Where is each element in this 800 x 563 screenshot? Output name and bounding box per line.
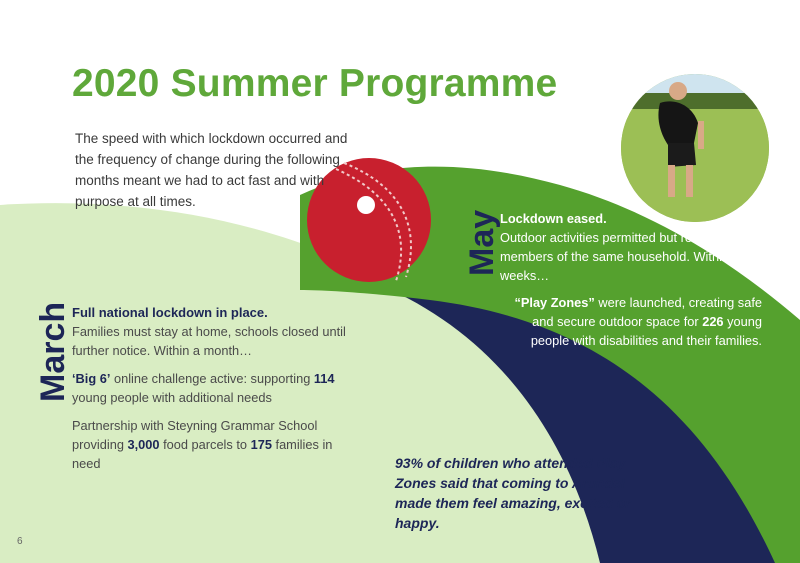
- play-zones-item: “Play Zones” were launched, creating safe and secure outdoor space for 226 young people with disabilities and their families.: [514, 295, 762, 348]
- may-label: May: [463, 209, 501, 276]
- food-parcels-item: Partnership with Steyning Grammar School providing 3,000 food parcels to 175 families in need: [72, 418, 333, 471]
- march-text: Families must stay at home, schools closed until further notice. Within a month…: [72, 324, 346, 358]
- march-heading: Full national lockdown in place.: [72, 305, 268, 320]
- big6-item: ‘Big 6’ online challenge active: supporting 114 young people with additional needs: [72, 371, 335, 405]
- may-text: Outdoor activities permitted but restricted to members of the same household. Within two weeks…: [500, 230, 753, 283]
- person-on-grass-photo: [620, 73, 770, 223]
- march-label: March: [34, 301, 72, 402]
- page-title: 2020 Summer Programme: [72, 62, 558, 105]
- may-heading: Lockdown eased.: [500, 211, 607, 226]
- march-section: [72, 303, 362, 482]
- may-section: [500, 209, 762, 350]
- page-number: 6: [17, 536, 23, 547]
- impact-quote: 93% of children who attended Play Zones said that coming to Arundel made them feel amazing, excited or happy.: [395, 455, 631, 531]
- intro-paragraph: The speed with which lockdown occurred and the frequency of change during the following months meant we had to act fast and with purpose at all times.: [75, 131, 348, 209]
